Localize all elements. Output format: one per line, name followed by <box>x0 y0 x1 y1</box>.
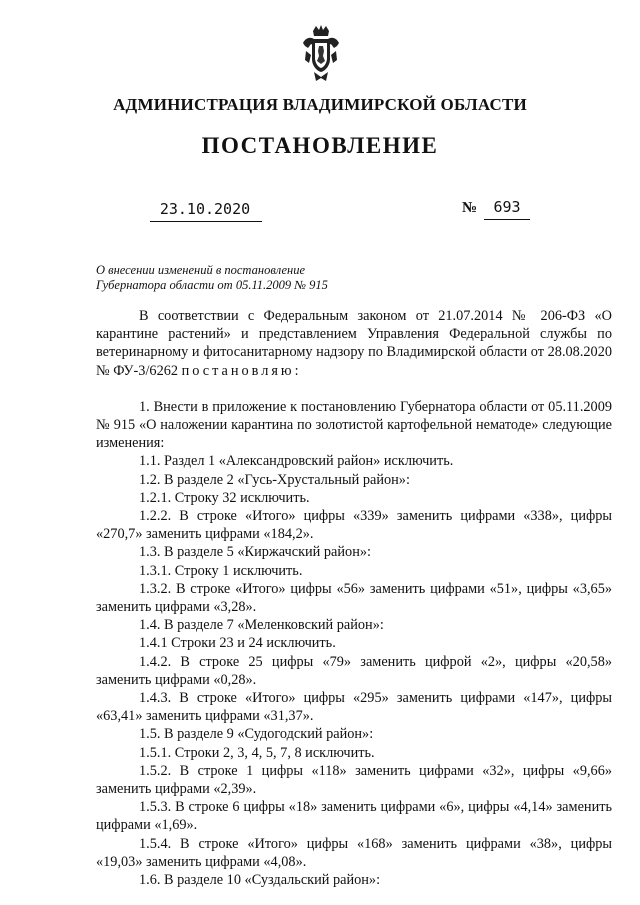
document-date: 23.10.2020 <box>159 200 251 218</box>
document-body <box>96 307 612 889</box>
list-item: 1.4.2. В строке 25 цифры «79» заменить цифрой «2», цифры «20,58» заменить цифрами «0,28». <box>96 653 612 688</box>
list-item: 1.5.4. В строке «Итого» цифры «168» заменить цифрами «38», цифры «19,03» заменить цифрами «4,08». <box>96 835 612 870</box>
coat-of-arms-icon <box>300 25 342 83</box>
list-item: 1.3.2. В строке «Итого» цифры «56» заменить цифрами «51», цифры «3,65» заменить цифрами «3,28». <box>96 580 612 616</box>
intro-paragraph <box>96 307 612 380</box>
list-item: 1.3. В разделе 5 «Киржачский район»: <box>139 544 371 561</box>
list-item: 1.4.1 Строки 23 и 24 исключить. <box>139 635 336 652</box>
number-underline <box>484 219 530 220</box>
list-item: 1.5. В разделе 9 «Судогодский район»: <box>139 726 374 743</box>
decree-word: постановляю: <box>181 362 302 379</box>
list-item: 1.5.2. В строке 1 цифры «118» заменить цифрами «32», цифры «9,66» заменить цифрами «2,39». <box>96 762 612 798</box>
list-item: 1.2. В разделе 2 «Гусь-Хрустальный район»: <box>139 471 410 488</box>
date-underline <box>150 221 262 222</box>
number-sign: № <box>462 200 478 216</box>
organization-title: АДМИНИСТРАЦИЯ ВЛАДИМИРСКОЙ ОБЛАСТИ <box>113 95 527 114</box>
list-item: 1.5.1. Строки 2, 3, 4, 5, 7, 8 исключить. <box>139 744 375 761</box>
list-item: 1.5.3. В строке 6 цифры «18» заменить цифрами «6», цифры «4,14» заменить цифрами «1,69». <box>96 799 612 834</box>
document-subject <box>96 263 328 293</box>
document-type-title: ПОСТАНОВЛЕНИЕ <box>201 133 439 158</box>
list-item: 1.1. Раздел 1 «Александровский район» исключить. <box>139 453 454 470</box>
list-item: 1.3.1. Строку 1 исключить. <box>139 562 303 579</box>
list-item: 1.4. В разделе 7 «Меленковский район»: <box>139 617 384 634</box>
list-item: 1.2.2. В строке «Итого» цифры «339» заменить цифрами «338», цифры «270,7» заменить цифрами «184,2». <box>96 508 612 543</box>
list-item: 1.2.1. Строку 32 исключить. <box>139 489 310 506</box>
subject-line: О внесении изменений в постановление <box>96 263 306 277</box>
list-item: 1.6. В разделе 10 «Суздальский район»: <box>139 872 381 889</box>
intro-text: В соответствии с Федеральным законом от 21.07.2014 № 206-ФЗ «О карантине растений» и представлением Управления Федеральной службы по ветеринарному и фитосанитарному надзору по Владимирской области от 28.08.2020 № ФУ-3/6262 <box>96 308 612 379</box>
list-item: 1.4.3. В строке «Итого» цифры «295» заменить цифрами «147», цифры «63,41» заменить цифрами «31,37». <box>96 690 612 725</box>
main-item: 1. Внести в приложение к постановлению Губернатора области от 05.11.2009 № 915 «О наложении карантина по золотистой картофельной нематоде» следующие изменения: <box>96 398 612 452</box>
document-number: 693 <box>493 198 521 216</box>
subject-line: Губернатора области от 05.11.2009 № 915 <box>96 278 328 292</box>
